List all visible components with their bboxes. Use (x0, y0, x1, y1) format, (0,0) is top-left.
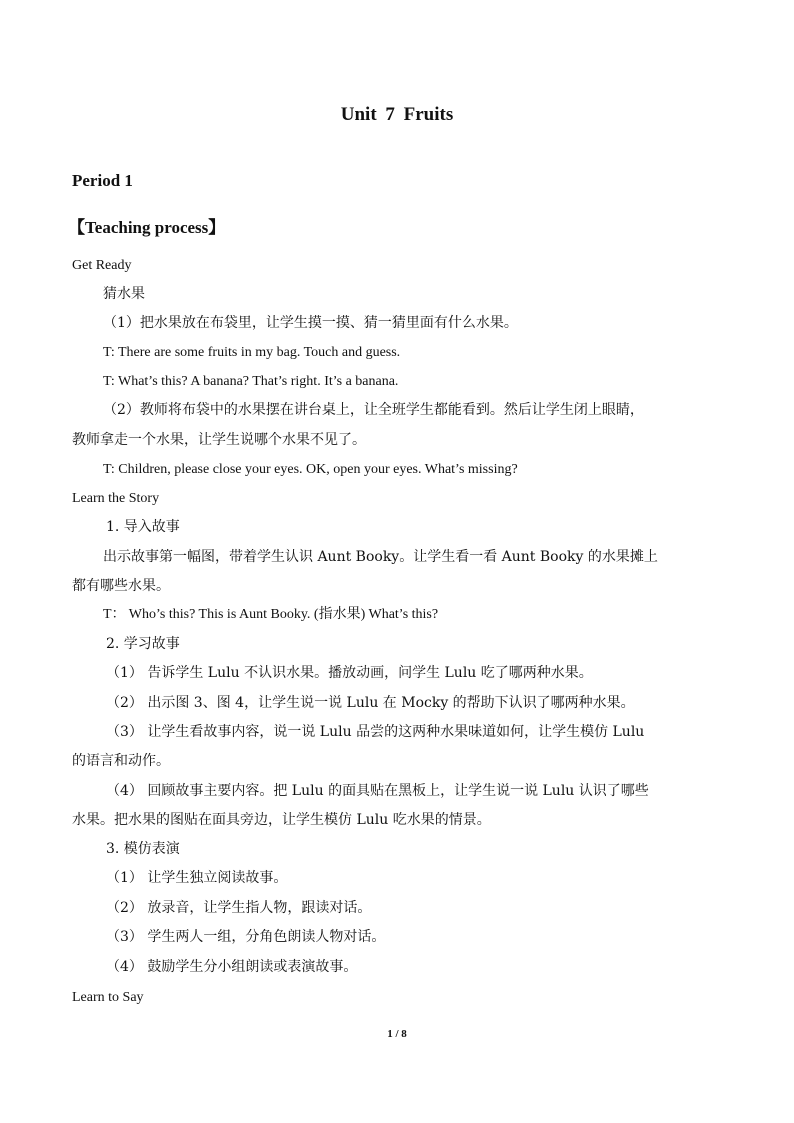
list-item: （3） 让学生看故事内容，说一说 Lulu 品尝的这两种水果味道如何，让学生模仿 Lulu (106, 724, 645, 740)
dialog-line: T: What’s this? A banana? That’s right. It’s a banana. (103, 374, 399, 389)
subsection-title: 2. 学习故事 (106, 636, 180, 652)
period-heading: Period 1 (72, 171, 133, 190)
list-item: （3） 学生两人一组，分角色朗读人物对话。 (106, 929, 386, 945)
page-number: 1 / 8 (387, 1028, 407, 1040)
paragraph: 出示故事第一幅图，带着学生认识 Aunt Booky。让学生看一看 Aunt Booky 的水果摊上 (103, 549, 658, 565)
list-item: （4） 回顾故事主要内容。把 Lulu 的面具贴在黑板上，让学生说一说 Lulu 认识了哪些 (106, 783, 649, 799)
paragraph-continued: 都有哪些水果。 (72, 578, 170, 594)
section-learn-say: Learn to Say (72, 990, 144, 1005)
list-item-continued: 的语言和动作。 (72, 753, 170, 769)
list-item: （2） 出示图 3、图 4，让学生说一说 Lulu 在 Mocky 的帮助下认识了哪两种水果。 (106, 695, 635, 711)
section-get-ready: Get Ready (72, 258, 132, 273)
list-item-continued: 水果。把水果的图贴在面具旁边，让学生模仿 Lulu 吃水果的情景。 (72, 812, 491, 828)
document-title: Unit 7 Fruits (340, 104, 454, 125)
list-item: （2） 放录音，让学生指人物，跟读对话。 (106, 900, 372, 916)
paragraph-continued: 教师拿走一个水果，让学生说哪个水果不见了。 (72, 432, 366, 448)
subsection-title: 1. 导入故事 (106, 519, 180, 535)
teaching-process-heading: 【Teaching process】 (68, 218, 226, 237)
activity-title: 猜水果 (103, 286, 145, 302)
list-item: （1） 让学生独立阅读故事。 (106, 870, 288, 886)
dialog-line: T： Who’s this? This is Aunt Booky. (指水果) What’s this? (103, 607, 439, 622)
section-learn-story: Learn the Story (72, 491, 160, 506)
subsection-title: 3. 模仿表演 (106, 841, 180, 857)
dialog-line: T: There are some fruits in my bag. Touch and guess. (103, 345, 401, 360)
dialog-line: T: Children, please close your eyes. OK, open your eyes. What’s missing? (103, 462, 518, 477)
paragraph: （1）把水果放在布袋里，让学生摸一摸、猜一猜里面有什么水果。 (103, 315, 518, 331)
list-item: （1） 告诉学生 Lulu 不认识水果。播放动画，问学生 Lulu 吃了哪两种水果。 (106, 665, 593, 681)
list-item: （4） 鼓励学生分小组朗读或表演故事。 (106, 959, 358, 975)
paragraph: （2）教师将布袋中的水果摆在讲台桌上，让全班学生都能看到。然后让学生闭上眼睛， (103, 402, 644, 418)
